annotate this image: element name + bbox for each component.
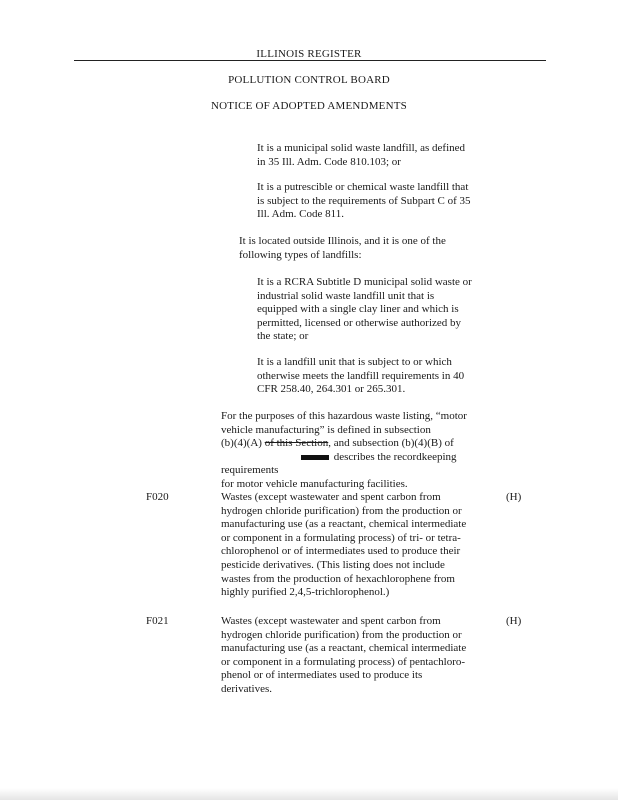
subsection-ref: , and subsection (b)(4)(B) of [328, 437, 454, 450]
register-title: ILLINOIS REGISTER [256, 48, 362, 60]
header-rule [74, 60, 546, 61]
item-municipal-landfill: It is a municipal solid waste landfill, as defined in 35 Ill. Adm. Code 810.103; or [257, 142, 466, 168]
purposes-line [221, 451, 511, 478]
waste-code: F020 [146, 491, 169, 503]
notice-title: NOTICE OF ADOPTED AMENDMENTS [211, 100, 407, 112]
purposes-line: for motor vehicle manufacturing facilities. [221, 477, 408, 490]
recordkeeping-text: describes the recordkeeping requirements [221, 450, 457, 477]
hazard-code: (H) [506, 615, 522, 627]
motor-vehicle-purposes-paragraph [221, 410, 511, 492]
subsection-ref: (b)(4)(A) [221, 437, 262, 450]
hazard-code: (H) [506, 491, 522, 503]
item-putrescible-landfill: It is a putrescible or chemical waste landfill that is subject to the requirements of Subpart C of 35 Ill. Adm. Code 811. [257, 181, 471, 221]
struck-text: of this Section [264, 437, 329, 450]
waste-code: F021 [146, 615, 169, 627]
waste-description: Wastes (except wastewater and spent carbon from hydrogen chloride purification) from the production or manufacturing use (as a reactant, chemical intermediate or component in a formulating process) of pentachloro- phenol or of intermediates used to produce its derivatives. [221, 615, 467, 695]
item-rcra-landfill: It is a RCRA Subtitle D municipal solid waste or industrial solid waste landfill unit that is equipped with a single clay liner and which is permitted, licensed or otherwise authorized by the state; or [257, 276, 472, 343]
outside-illinois-clause: It is located outside Illinois, and it is one of the following types of landfills: [239, 235, 446, 261]
redaction-mark [301, 455, 329, 460]
purposes-line: vehicle manufacturing” is defined in subsection [221, 423, 431, 436]
item-landfill-unit: It is a landfill unit that is subject to or which otherwise meets the landfill requirements in 40 CFR 258.40, 264.301 or 265.301. [257, 356, 465, 396]
purposes-line [221, 437, 511, 451]
waste-description: Wastes (except wastewater and spent carbon from hydrogen chloride purification) from the production or manufacturing use (as a reactant, chemical intermediate or component in a formulating process) of tri- or tetra- chlorophenol or of intermediates used to produce their pesticide derivatives. (This listing does not include wastes from the production of hexachlorophene from highly purified 2,4,5-trichlorophenol.) [221, 491, 467, 599]
scan-edge [0, 788, 618, 800]
purposes-line: For the purposes of this hazardous waste listing, “motor [221, 410, 467, 422]
board-name: POLLUTION CONTROL BOARD [228, 74, 390, 86]
